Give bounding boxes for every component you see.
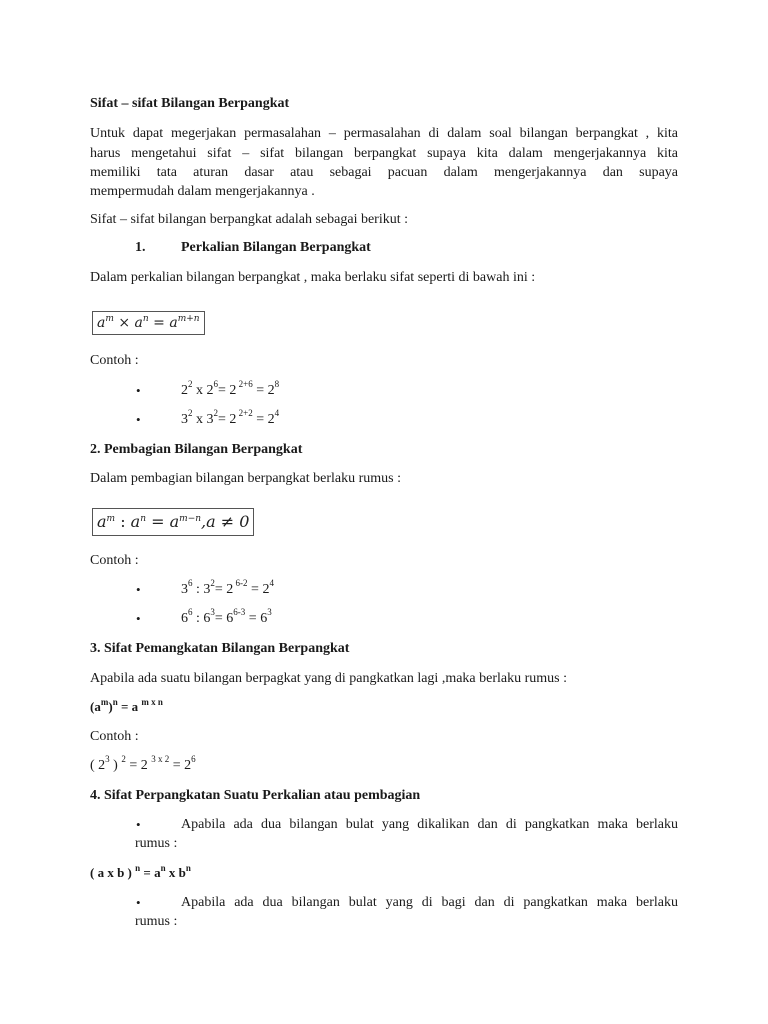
intro-line-1: Untuk dapat megerjakan permasalahan – permasalahan di dalam soal bilangan berpangkat , kita — [90, 126, 678, 141]
section-3-title: 3. Sifat Pemangkatan Bilangan Berpangkat — [90, 641, 350, 656]
formula-division: $a^m$ : $a^n = a^{m-n},a \ne 0$ — [92, 508, 254, 536]
section-4-item-2-line-2: rumus : — [135, 914, 178, 929]
section-2-title: 2. Pembagian Bilangan Berpangkat — [90, 442, 303, 457]
intro-line-4: mempermudah dalam mengerjakannya . — [90, 184, 315, 199]
example-3: ( $2^3$ ) $^2$ = 2 $^{3 x 2} = 2^6$ — [90, 754, 196, 773]
section-2-desc: Dalam pembagian bilangan berpangkat berlaku rumus : — [90, 471, 402, 486]
example-1a: $2^2$ x $2^6= 2$ $^{2+6} = 2^8$ — [181, 379, 280, 398]
bullet-icon: • — [136, 582, 141, 597]
bullet-icon: • — [136, 817, 141, 832]
bullet-icon: • — [136, 611, 141, 626]
page-title: Sifat – sifat Bilangan Berpangkat — [90, 96, 290, 111]
section-3-contoh: Contoh : — [90, 729, 139, 744]
example-1b: $3^2$ x $3^2= 2$ $^{2+2} = 2^4$ — [181, 408, 280, 427]
section-1-title: Perkalian Bilangan Berpangkat — [181, 240, 371, 255]
section-1-number: 1. — [135, 240, 146, 255]
lead-text: Sifat – sifat bilangan berpangkat adalah sebagai berikut : — [90, 212, 409, 227]
section-4-item-2-line-1: Apabila ada dua bilangan bulat yang di bagi dan di pangkatkan maka berlaku — [181, 895, 678, 910]
section-1-desc: Dalam perkalian bilangan berpangkat , maka berlaku sifat seperti di bawah ini : — [90, 270, 536, 285]
section-1-contoh: Contoh : — [90, 353, 139, 368]
example-2b: $6^6$ : $6^3= 6^{6-3} = 6^3$ — [181, 607, 272, 626]
bullet-icon: • — [136, 895, 141, 910]
formula-multiplication: $a^m \times a^n = a^{m+n}$ — [92, 311, 205, 335]
rule-power-of-product: ( a x b ) $^n = a^n$ x $b^n$ — [90, 862, 191, 880]
bullet-icon: • — [136, 383, 141, 398]
section-4-item-1-line-1: Apabila ada dua bilangan bulat yang dikalikan dan di pangkatkan maka berlaku — [181, 817, 678, 832]
example-2a: $3^6$ : $3^2= 2$ $^{6-2} = 2^4$ — [181, 578, 274, 597]
section-2-contoh: Contoh : — [90, 553, 139, 568]
section-3-desc: Apabila ada suatu bilangan berpagkat yang di pangkatkan lagi ,maka berlaku rumus : — [90, 671, 568, 686]
rule-power-of-power: $(a^m)^n = a$ $^{m x n}$ — [90, 696, 163, 714]
section-4-title: 4. Sifat Perpangkatan Suatu Perkalian atau pembagian — [90, 788, 421, 803]
intro-line-2: harus mengetahui sifat – sifat bilangan berpangkat supaya kita dalam mengerjakannya kita — [90, 146, 678, 161]
intro-line-3: memiliki tata aturan dasar atau sebagai pacuan dalam mengerjakannya dan supaya — [90, 165, 678, 180]
section-4-item-1-line-2: rumus : — [135, 836, 178, 851]
bullet-icon: • — [136, 412, 141, 427]
